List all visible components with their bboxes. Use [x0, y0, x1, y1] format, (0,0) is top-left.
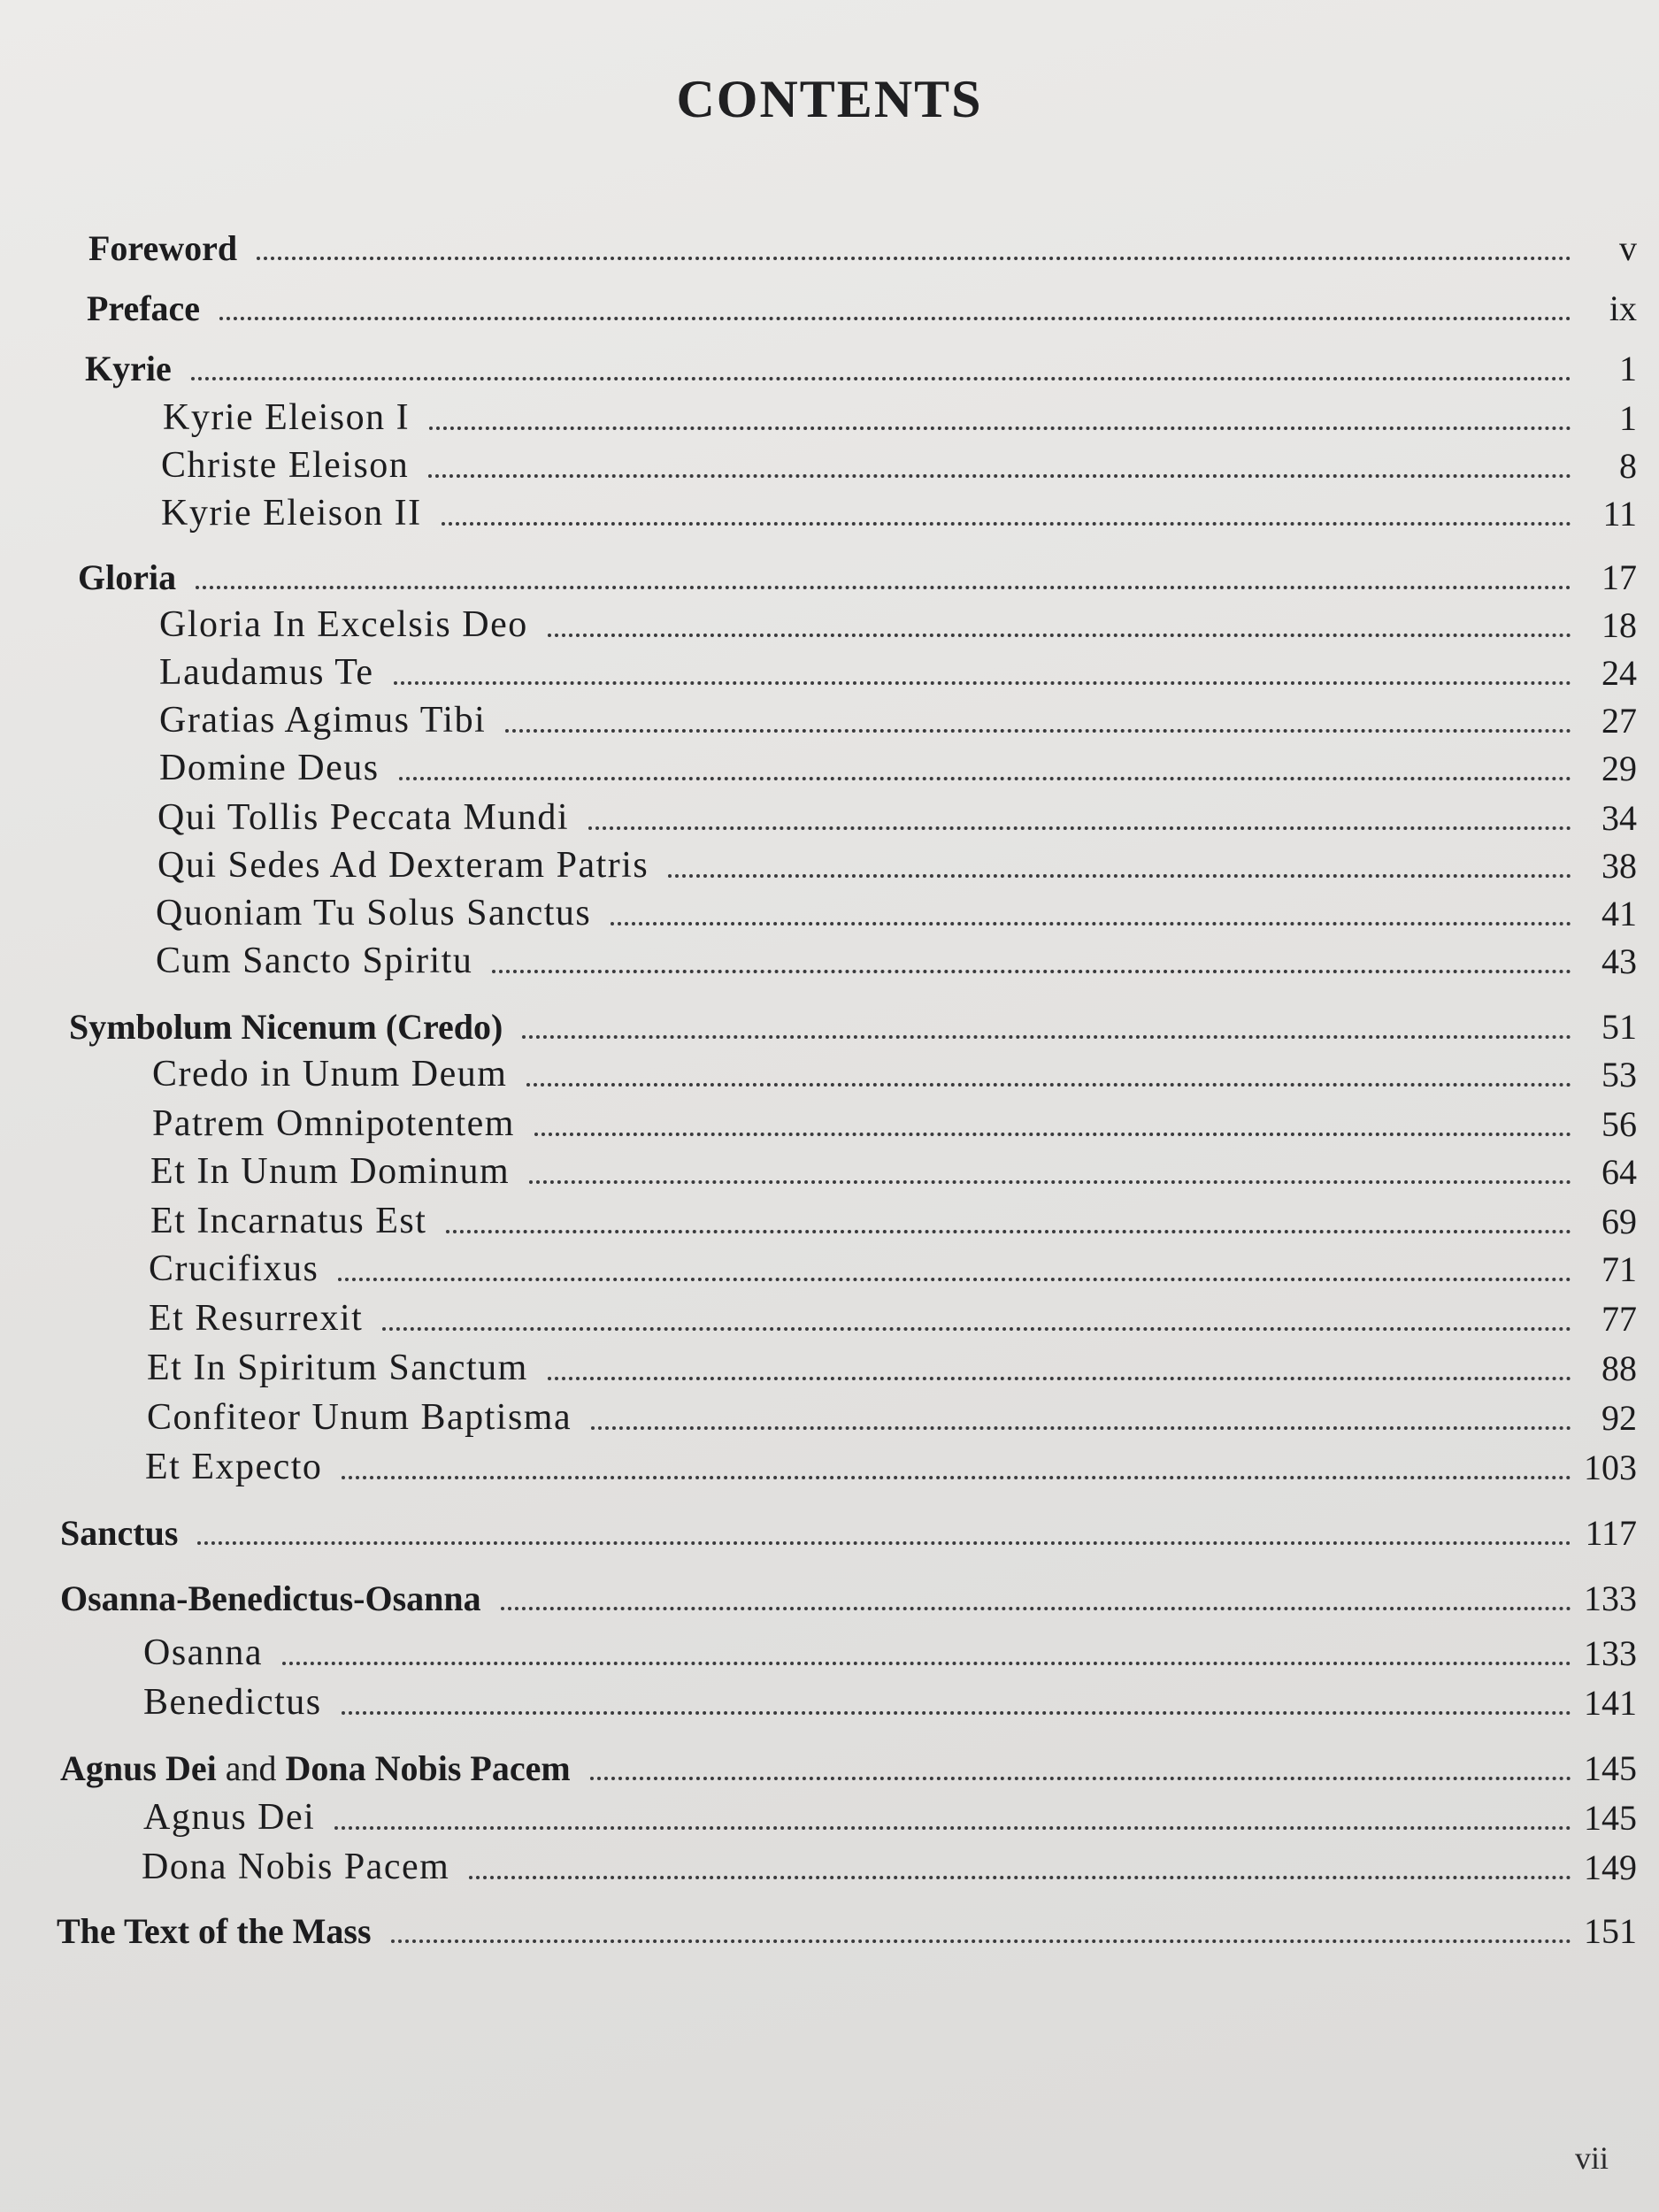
toc-page-number: 38 — [1601, 846, 1637, 886]
toc-entry-label: Laudamus Te — [159, 652, 374, 693]
toc-entry-dona-nobis-pacem[interactable] — [142, 1839, 1637, 1888]
dot-leader — [529, 1180, 1571, 1184]
toc-entry-label: Crucifixus — [149, 1248, 319, 1289]
toc-entry-et-expecto[interactable] — [145, 1439, 1637, 1488]
toc-page-number: 103 — [1584, 1448, 1637, 1487]
toc-entry-label: Preface — [87, 288, 201, 328]
toc-page-number: 11 — [1602, 494, 1637, 534]
dot-leader — [428, 474, 1571, 478]
toc-entry-cum-sancto-spiritu[interactable] — [156, 933, 1637, 982]
dot-leader — [469, 1876, 1571, 1879]
label-part-agnus-dei: Agnus Dei — [60, 1748, 217, 1788]
dot-leader — [257, 257, 1571, 260]
dot-leader — [399, 777, 1571, 780]
toc-page-number: 34 — [1601, 798, 1637, 838]
toc-entry-et-in-spiritum-sanctum[interactable] — [147, 1340, 1637, 1389]
toc-entry-osanna[interactable] — [143, 1624, 1637, 1674]
toc-page-number: 27 — [1601, 701, 1637, 741]
toc-entry-label: Quoniam Tu Solus Sanctus — [156, 893, 592, 933]
toc-entry-the-text-of-the-mass[interactable] — [57, 1902, 1637, 1952]
toc-page-number: 92 — [1601, 1398, 1637, 1438]
toc-entry-label: Et Incarnatus Est — [150, 1201, 427, 1241]
toc-entry-gratias-agimus-tibi[interactable] — [159, 692, 1637, 741]
toc-entry-sanctus[interactable] — [60, 1504, 1637, 1554]
dot-leader — [338, 1278, 1571, 1281]
toc-entry-label: Christe Eleison — [161, 445, 410, 486]
toc-entry-label: The Text of the Mass — [57, 1911, 372, 1951]
toc-entry-label — [60, 1747, 571, 1789]
toc-page-number: 145 — [1584, 1748, 1637, 1788]
toc-entry-credo-in-unum-deum[interactable] — [152, 1046, 1637, 1095]
dot-leader — [668, 874, 1571, 878]
toc-entry-et-in-unum-dominum[interactable] — [150, 1143, 1637, 1193]
toc-page-number: 24 — [1601, 653, 1637, 693]
toc-page-number: 64 — [1601, 1152, 1637, 1192]
dot-leader — [446, 1230, 1571, 1233]
toc-page-number: ix — [1609, 288, 1637, 328]
page-title: CONTENTS — [676, 70, 983, 128]
toc-entry-label: Foreword — [88, 228, 238, 268]
dot-leader — [191, 377, 1571, 380]
toc-page-number: 71 — [1601, 1249, 1637, 1289]
toc-entry-label: Dona Nobis Pacem — [142, 1847, 450, 1887]
toc-entry-foreword[interactable] — [88, 219, 1637, 269]
toc-entry-label: Osanna — [143, 1632, 263, 1673]
toc-entry-label: Gloria In Excelsis Deo — [159, 604, 528, 645]
dot-leader — [334, 1826, 1571, 1830]
toc-entry-osanna-benedictus-osanna[interactable] — [60, 1570, 1637, 1619]
toc-entry-quoniam-tu-solus-sanctus[interactable] — [156, 885, 1637, 934]
toc-entry-label: Et In Unum Dominum — [150, 1151, 511, 1192]
dot-leader — [522, 1035, 1571, 1039]
toc-entry-label: Kyrie — [85, 349, 172, 388]
dot-leader — [342, 1476, 1571, 1479]
toc-page-number: 145 — [1584, 1798, 1637, 1838]
toc-page-number: 53 — [1601, 1055, 1637, 1094]
toc-page-number: 133 — [1584, 1578, 1637, 1618]
toc-entry-christe-eleison[interactable] — [161, 437, 1637, 487]
toc-page-number: 29 — [1601, 749, 1637, 788]
toc-page-number: 88 — [1601, 1348, 1637, 1388]
toc-page-number: 117 — [1585, 1513, 1637, 1553]
dot-leader — [196, 586, 1571, 589]
dot-leader — [611, 922, 1571, 926]
toc-entry-agnus-dei-and-dona-nobis-pacem[interactable] — [60, 1740, 1637, 1789]
toc-entry-label: Qui Sedes Ad Dexteram Patris — [157, 845, 649, 886]
toc-entry-label: Osanna-Benedictus-Osanna — [60, 1578, 481, 1618]
dot-leader — [429, 426, 1571, 430]
dot-leader — [219, 317, 1571, 320]
toc-entry-label: Kyrie Eleison I — [163, 397, 411, 438]
dot-leader — [197, 1541, 1571, 1545]
dot-leader — [505, 729, 1571, 733]
toc-entry-label: Cum Sancto Spiritu — [156, 941, 473, 981]
toc-entry-kyrie[interactable] — [85, 340, 1637, 389]
toc-entry-label: Et Resurrexit — [149, 1298, 364, 1339]
toc-entry-domine-deus[interactable] — [159, 740, 1637, 789]
dot-leader — [534, 1133, 1571, 1136]
toc-page-number: 56 — [1601, 1104, 1637, 1144]
toc-entry-label: Benedictus — [143, 1682, 322, 1723]
toc-entry-laudamus-te[interactable] — [159, 644, 1637, 694]
dot-leader — [591, 1426, 1571, 1430]
toc-entry-label: Symbolum Nicenum (Credo) — [69, 1007, 503, 1047]
toc-entry-qui-tollis-peccata-mundi[interactable] — [157, 789, 1637, 839]
toc-page-number: 17 — [1601, 557, 1637, 597]
toc-entry-symbolum-nicenum[interactable] — [69, 998, 1637, 1048]
dot-leader — [590, 1777, 1571, 1780]
toc-entry-label: Gratias Agimus Tibi — [159, 700, 487, 741]
dot-leader — [588, 826, 1571, 830]
dot-leader — [548, 634, 1571, 637]
toc-page-number: v — [1619, 228, 1637, 268]
toc-entry-label: Kyrie Eleison II — [161, 493, 422, 534]
toc-entry-label: Sanctus — [60, 1513, 179, 1553]
toc-entry-label: Patrem Omnipotentem — [152, 1103, 515, 1144]
toc-page-number: 149 — [1584, 1847, 1637, 1887]
toc-page-number: 133 — [1584, 1633, 1637, 1673]
toc-entry-kyrie-eleison-ii[interactable] — [161, 485, 1637, 534]
toc-entry-label: Gloria — [78, 557, 177, 597]
toc-entry-label: Et Expecto — [145, 1447, 323, 1487]
label-part-and: and — [216, 1748, 286, 1788]
dot-leader — [282, 1662, 1571, 1665]
dot-leader — [394, 681, 1571, 685]
toc-entry-kyrie-eleison-i[interactable] — [163, 389, 1637, 439]
dot-leader — [548, 1377, 1571, 1380]
toc-page-number: 43 — [1601, 941, 1637, 981]
dot-leader — [342, 1711, 1571, 1715]
toc-entry-confiteor-unum-baptisma[interactable] — [147, 1389, 1637, 1439]
toc-page-number: 1 — [1619, 398, 1637, 438]
dot-leader — [526, 1083, 1571, 1087]
dot-leader — [382, 1327, 1571, 1331]
page-folio-number: vii — [1575, 2140, 1609, 2176]
toc-page-number: 41 — [1601, 894, 1637, 933]
toc-entry-agnus-dei[interactable] — [143, 1789, 1637, 1839]
toc-page-number: 141 — [1584, 1683, 1637, 1723]
toc-page-number: 18 — [1601, 605, 1637, 645]
toc-entry-crucifixus[interactable] — [149, 1240, 1637, 1290]
dot-leader — [442, 522, 1571, 526]
toc-page-number: 77 — [1601, 1299, 1637, 1339]
toc-entry-preface[interactable] — [87, 280, 1637, 329]
toc-entry-gloria-in-excelsis-deo[interactable] — [159, 596, 1637, 646]
toc-entry-et-incarnatus-est[interactable] — [150, 1193, 1637, 1242]
toc-entry-qui-sedes-ad-dexteram-patris[interactable] — [157, 837, 1637, 887]
toc-page-number: 69 — [1601, 1202, 1637, 1241]
toc-entry-gloria[interactable] — [78, 549, 1637, 598]
toc-entry-label: Domine Deus — [159, 748, 380, 788]
toc-entry-label: Credo in Unum Deum — [152, 1054, 508, 1094]
toc-page-number: 151 — [1584, 1911, 1637, 1951]
toc-entry-label: Qui Tollis Peccata Mundi — [157, 797, 570, 838]
toc-page-number: 8 — [1619, 446, 1637, 486]
toc-page-number: 51 — [1601, 1007, 1637, 1047]
toc-entry-label: Et In Spiritum Sanctum — [147, 1348, 528, 1388]
toc-entry-benedictus[interactable] — [143, 1674, 1637, 1724]
toc-page-number: 1 — [1619, 349, 1637, 388]
toc-entry-patrem-omnipotentem[interactable] — [152, 1095, 1637, 1145]
toc-entry-et-resurrexit[interactable] — [149, 1290, 1637, 1340]
dot-leader — [391, 1939, 1571, 1943]
dot-leader — [492, 970, 1571, 973]
label-part-dona-nobis-pacem: Dona Nobis Pacem — [285, 1748, 571, 1788]
dot-leader — [501, 1607, 1571, 1610]
toc-entry-label: Confiteor Unum Baptisma — [147, 1397, 572, 1438]
toc-entry-label: Agnus Dei — [143, 1797, 316, 1838]
